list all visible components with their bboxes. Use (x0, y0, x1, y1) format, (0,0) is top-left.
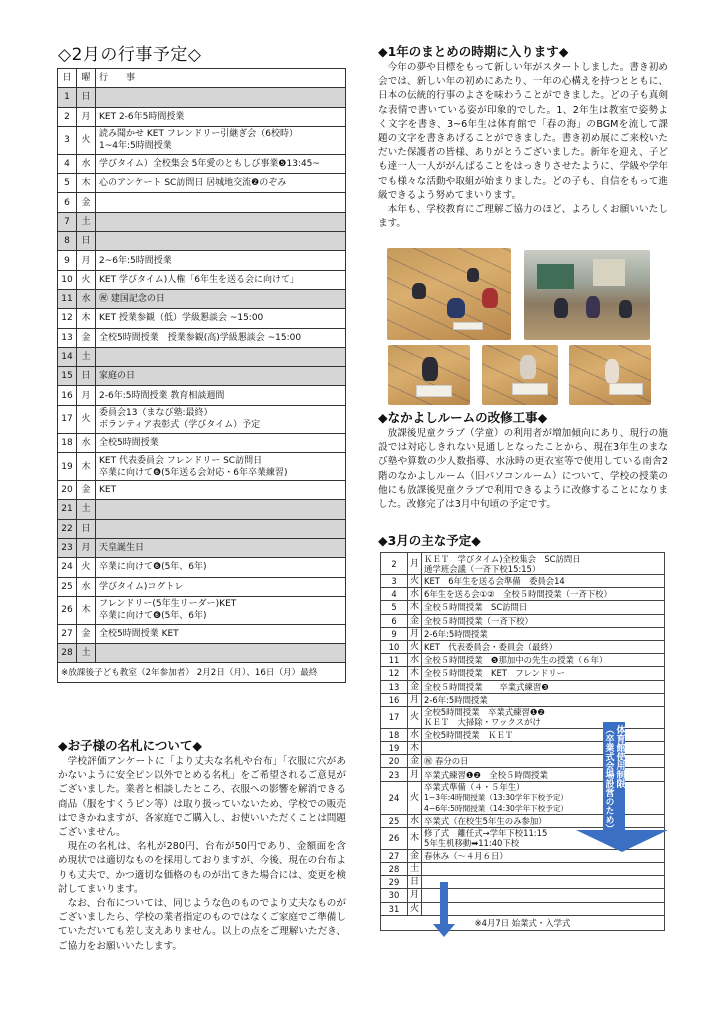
weekday-cell: 水 (77, 154, 96, 173)
day-cell: 14 (58, 347, 77, 366)
weekday-cell: 木 (77, 174, 96, 193)
day-cell: 20 (381, 755, 408, 768)
day-cell: 6 (58, 193, 77, 212)
weekday-cell: 土 (77, 644, 96, 663)
day-cell: 13 (58, 328, 77, 347)
header-weekday: 曜 (77, 69, 96, 88)
event-cell (422, 553, 665, 575)
day-cell: 2 (381, 553, 408, 575)
year-end-paragraph-2: 本年も、学校教育にご理解ご協力のほど、よろしくお願いいたします。 (378, 204, 668, 230)
weekday-cell: 金 (408, 680, 422, 693)
nameplate-paragraph-1: 学校評価アンケートに「より丈夫な名札や台布」「衣服に穴があかないように安全ピン以外でとめる名札」をご希望されるご意見がございました。業者と相談したところ、衣服への影響を解消できる商品（服をすくうピン等）は取り扱っていないため、学校での販売はできかねますが、各家庭でご購入し、お使いいただくことは問題ございません。 (58, 756, 346, 839)
weekday-cell: 木 (408, 667, 422, 680)
weekday-cell: 水 (77, 577, 96, 596)
event-cell (422, 889, 665, 902)
event-cell (96, 347, 346, 366)
day-cell: 30 (381, 889, 408, 902)
table-row (381, 876, 665, 889)
weekday-cell: 木 (77, 453, 96, 481)
event-cell (422, 680, 665, 693)
event-text: 2-6年:5時間授業 教育相談週間 (99, 390, 225, 401)
event-cell (96, 193, 346, 212)
event-cell (96, 644, 346, 663)
event-text: KET 2-6年5時間授業 (99, 111, 185, 122)
weekday-cell: 金 (77, 481, 96, 500)
day-cell: 15 (58, 367, 77, 386)
table-row (58, 309, 346, 328)
table-row (58, 289, 346, 308)
event-line: 全校５時間授業 KET フレンドリー (424, 668, 565, 679)
weekday-cell: 火 (77, 126, 96, 154)
table-row (58, 538, 346, 557)
event-cell (96, 577, 346, 596)
weekday-cell: 金 (77, 193, 96, 212)
weekday-cell: 火 (77, 558, 96, 577)
table-row (58, 386, 346, 405)
event-text-2: ボランティア表彰式（学びタイム）予定 (99, 420, 261, 431)
day-cell: 26 (381, 827, 408, 849)
weekday-cell: 月 (408, 693, 422, 706)
day-cell: 5 (58, 174, 77, 193)
event-cell (422, 654, 665, 667)
day-cell: 9 (381, 627, 408, 640)
weekday-cell: 金 (77, 624, 96, 643)
banner-line-2: （卒業式会場設営のため） (603, 725, 614, 833)
day-cell: 18 (58, 433, 77, 452)
day-cell: 20 (58, 481, 77, 500)
event-line: 全校５時間授業 ❺那加中の先生の授業（６年） (424, 655, 608, 666)
table-row (381, 902, 665, 915)
event-line: ＫＥＴ 大掃除・ワックスがけ (424, 717, 541, 728)
event-line: ＫＥＴ 学びタイム)全校集会 SC訪問日 (424, 553, 581, 564)
event-cell (96, 538, 346, 557)
spring-break-arrow-icon (440, 882, 448, 926)
nakayoshi-title: ◆なかよしルームの改修工事◆ (378, 410, 548, 425)
event-line: 5年生机移動➡11:40下校 (424, 838, 520, 849)
weekday-cell: 金 (408, 614, 422, 627)
event-text-2: 卒業に向けて❻(5年、6年) (99, 611, 207, 622)
table-row (381, 640, 665, 653)
weekday-cell: 水 (408, 588, 422, 601)
day-cell: 2 (58, 107, 77, 126)
event-text: 委員会13（まなび塾:最終） (99, 408, 213, 419)
gym-restriction-arrow-icon (576, 830, 668, 852)
weekday-cell: 月 (77, 538, 96, 557)
event-cell (96, 433, 346, 452)
day-cell: 19 (381, 742, 408, 755)
weekday-cell: 月 (77, 251, 96, 270)
event-text: 全校5時間授業 KET (99, 628, 179, 639)
event-line: ㊗ 春分の日 (424, 756, 469, 767)
day-cell: 23 (381, 768, 408, 781)
event-cell (96, 174, 346, 193)
weekday-cell: 金 (408, 755, 422, 768)
event-cell (96, 232, 346, 251)
weekday-cell: 日 (77, 232, 96, 251)
weekday-cell: 土 (77, 500, 96, 519)
event-text: 全校5時間授業 (99, 437, 159, 448)
day-cell: 3 (381, 575, 408, 588)
weekday-cell: 火 (77, 405, 96, 433)
table-row (381, 601, 665, 614)
event-cell (96, 500, 346, 519)
day-cell: 26 (58, 596, 77, 624)
day-cell: 24 (58, 558, 77, 577)
event-cell (422, 755, 665, 768)
table-row (58, 270, 346, 289)
event-line: 卒業式（在校生5年生のみ参加） (424, 815, 547, 826)
header-day: 日 (58, 69, 77, 88)
table-row (58, 347, 346, 366)
weekday-cell: 火 (408, 781, 422, 814)
event-line: KET 代表委員会・委員会（最終） (424, 642, 558, 653)
day-cell: 10 (381, 640, 408, 653)
event-text: KET 代表委員会 フレンドリー SC訪問日 (99, 455, 263, 466)
weekday-cell: 水 (408, 814, 422, 827)
day-cell: 6 (381, 614, 408, 627)
weekday-cell: 水 (77, 433, 96, 452)
table-row (381, 614, 665, 627)
event-cell (422, 601, 665, 614)
event-cell (422, 588, 665, 601)
weekday-cell: 月 (408, 553, 422, 575)
photo-classroom-calligraphy (524, 250, 650, 340)
weekday-cell: 木 (77, 596, 96, 624)
table-row (58, 500, 346, 519)
event-cell (96, 88, 346, 107)
day-cell: 16 (58, 386, 77, 405)
event-cell (96, 107, 346, 126)
day-cell: 24 (381, 781, 408, 814)
event-text: 全校5時間授業 授業参観(高)学級懇談会 ~15:00 (99, 332, 302, 343)
table-row (381, 553, 665, 575)
event-line: 全校5時間授業 卒業式練習❶❷ (424, 707, 545, 718)
event-cell (96, 309, 346, 328)
table-row (58, 519, 346, 538)
weekday-cell: 木 (408, 742, 422, 755)
table-row (58, 107, 346, 126)
event-line: 全校５時間授業 SC訪問日 (424, 602, 528, 613)
day-cell: 12 (58, 309, 77, 328)
event-cell (422, 742, 665, 755)
event-line: 2-6年:5時間授業 (424, 694, 488, 705)
event-cell (422, 768, 665, 781)
event-cell (422, 876, 665, 889)
table-row (58, 644, 346, 663)
weekday-cell: 日 (77, 519, 96, 538)
event-cell (422, 627, 665, 640)
event-cell (96, 154, 346, 173)
table-row (58, 405, 346, 433)
event-line: 4~6年:5時間授業（14:30学年下校予定） (424, 803, 569, 813)
event-line: 6年生を送る会①② 全校５時間授業（一斉下校） (424, 589, 612, 600)
weekday-cell: 水 (408, 654, 422, 667)
event-line: 卒業式準備（４・５年生） (424, 781, 525, 792)
weekday-cell: 月 (77, 107, 96, 126)
photo-gym-calligraphy-3 (569, 345, 651, 405)
event-cell (96, 453, 346, 481)
event-text-2: 卒業に向けて❻(5年送る会対応・6年卒業練習) (99, 467, 288, 478)
photo-gym-calligraphy-2 (482, 345, 558, 405)
day-cell: 8 (58, 232, 77, 251)
day-cell: 11 (381, 654, 408, 667)
weekday-cell: 土 (77, 347, 96, 366)
gym-restriction-banner (603, 722, 625, 833)
day-cell: 5 (381, 601, 408, 614)
event-cell (96, 405, 346, 433)
day-cell: 18 (381, 728, 408, 741)
nameplate-paragraph-3: なお、台布については、同じような色のものでより丈夫なものがございましたら、学校の業者指定のものではなくご家庭でご準備していただいても差し支えありません。以上の点をご理解いただき、ご協力をお願いいたします。 (58, 898, 347, 952)
day-cell: 28 (381, 863, 408, 876)
event-text: フレンドリー(5年生リーダー)KET (99, 599, 237, 610)
event-text: 心のアンケート SC訪問日 居城地交流❷のぞみ (99, 178, 287, 189)
event-cell (96, 289, 346, 308)
weekday-cell: 火 (408, 640, 422, 653)
day-cell: 10 (58, 270, 77, 289)
table-header-row (58, 69, 346, 88)
nakayoshi-body (378, 427, 668, 512)
event-cell (96, 596, 346, 624)
event-cell (96, 328, 346, 347)
event-cell (422, 667, 665, 680)
table-row (381, 889, 665, 902)
event-cell (422, 814, 665, 827)
year-end-paragraph-1: 今年の夢や目標をもって新しい年がスタートしました。書き初め会では、新しい年の初めにあたり、一年の心構えを持つとともに、日本の伝統的行事のよさを味わうことができました。どの子も真剣な表情で書いている姿が印象的でした。1、2年生は教室で姿勢よく文字を書き、3~6年生は体育館で「春の海」のBGMを流して課題の文字を書きあげることができました。書き初め展にご来校いただいた保護者の皆様、ありがとうございました。新年を迎え、子ども達一人一人ががんばることをはっきりさせたように、学級や学年でも様々な活動や取組が始まりました。どの子も、自信をもって進級できるよう努めてまいります。 (378, 62, 668, 201)
event-cell (96, 386, 346, 405)
event-cell (96, 624, 346, 643)
table-row (381, 627, 665, 640)
table-row (58, 433, 346, 452)
day-cell: 12 (381, 667, 408, 680)
header-event: 行 事 (96, 69, 346, 88)
event-cell (96, 558, 346, 577)
event-cell (96, 251, 346, 270)
spring-break-arrowhead-icon (433, 924, 455, 937)
weekday-cell: 火 (408, 902, 422, 915)
table-row (381, 654, 665, 667)
event-line: 1~3年:4時間授業（13:30学年下校予定） (424, 792, 569, 802)
event-text: ㊗ 建国記念の日 (99, 294, 165, 305)
event-text: 2~6年:5時間授業 (99, 255, 172, 266)
banner-line-1: 体育館使用制限 (614, 725, 625, 788)
event-cell (422, 863, 665, 876)
event-line: 全校５時間授業 卒業式練習❸ (424, 681, 549, 692)
event-text: KET 授業参観（低）学級懇談会 ~15:00 (99, 313, 264, 324)
day-cell: 17 (381, 706, 408, 728)
february-schedule-table (57, 68, 346, 683)
footnote-row (58, 663, 346, 682)
table-row (381, 693, 665, 706)
day-cell: 22 (58, 519, 77, 538)
table-row (58, 558, 346, 577)
day-cell: 25 (58, 577, 77, 596)
day-cell: 4 (58, 154, 77, 173)
table-row (381, 863, 665, 876)
weekday-cell: 日 (408, 876, 422, 889)
day-cell: 4 (381, 588, 408, 601)
day-cell: 27 (58, 624, 77, 643)
weekday-cell: 木 (77, 309, 96, 328)
year-end-body (378, 61, 668, 231)
day-cell: 1 (58, 88, 77, 107)
event-cell (96, 270, 346, 289)
weekday-cell: 木 (408, 827, 422, 849)
table-row (58, 251, 346, 270)
event-cell (422, 614, 665, 627)
event-text: 読み聞かせ KET フレンドリー引継ぎ会（6校時） (99, 129, 298, 140)
table-row (381, 575, 665, 588)
day-cell: 28 (58, 644, 77, 663)
event-line: 2-6年:5時間授業 (424, 628, 488, 639)
march-schedule-title: ◆3月の主な予定◆ (378, 533, 481, 548)
year-end-title: ◆1年のまとめの時期に入ります◆ (378, 44, 569, 59)
day-cell: 21 (58, 500, 77, 519)
table-row (58, 596, 346, 624)
event-cell (422, 693, 665, 706)
table-row (58, 212, 346, 231)
nakayoshi-paragraph-1: 放課後児童クラブ（学童）の利用者が増加傾向にあり、現行の施設では対応しきれない見通しとなったことから、現在3年生のまなび塾や算数の少人数指導、水泳時の更衣室等で使用している南舎2階のなかよしルーム（旧パソコンルーム）について、学校の授業の他にも放課後児童クラブで利用できるように改修することになりました。改修完了は3月中旬頃の予定です。 (378, 428, 668, 511)
day-cell: 23 (58, 538, 77, 557)
footnote: ※放課後子ども教室（2年参加者） 2月2日（月）、16日（月）最終 (58, 663, 346, 682)
nameplate-title: ◆お子様の名札について◆ (58, 738, 202, 753)
event-text: 学びタイム）全校集会 5年愛のともしび事業❺13:45~ (99, 159, 320, 170)
weekday-cell: 火 (408, 706, 422, 728)
event-cell (96, 367, 346, 386)
weekday-cell: 月 (77, 386, 96, 405)
table-row (58, 481, 346, 500)
table-row (58, 624, 346, 643)
footnote: ※4月7日 始業式・入学式 (381, 915, 665, 930)
weekday-cell: 日 (77, 88, 96, 107)
event-line: 全校５時間授業（一斉下校） (424, 615, 533, 626)
table-row (58, 88, 346, 107)
table-row (58, 232, 346, 251)
event-cell (422, 706, 665, 728)
table-row (381, 588, 665, 601)
weekday-cell: 土 (77, 212, 96, 231)
event-text: KET (99, 485, 117, 496)
day-cell: 25 (381, 814, 408, 827)
day-cell: 13 (381, 680, 408, 693)
nameplate-paragraph-2: 現在の名札は、名札が280円、台布が50円であり、金額面を含め現状では適切なものを採用しておりますが、今後、現在の台布よりも丈夫で、かつ適切な価格のものが出てきた場合には、変更を検討してまいります。 (58, 841, 346, 895)
day-cell: 7 (58, 212, 77, 231)
day-cell: 29 (381, 876, 408, 889)
weekday-cell: 月 (408, 627, 422, 640)
table-row (58, 577, 346, 596)
table-row (381, 667, 665, 680)
event-line: KET 6年生を送る会準備 委員会14 (424, 576, 565, 587)
footnote-row (381, 915, 665, 930)
weekday-cell: 土 (408, 863, 422, 876)
nameplate-body (58, 755, 346, 954)
february-schedule-title: ◇2月の行事予定◇ (58, 45, 202, 65)
table-row (58, 174, 346, 193)
table-row (381, 680, 665, 693)
event-cell (422, 728, 665, 741)
weekday-cell: 金 (77, 328, 96, 347)
event-cell (422, 781, 665, 814)
day-cell: 17 (58, 405, 77, 433)
day-cell: 3 (58, 126, 77, 154)
day-cell: 31 (381, 902, 408, 915)
weekday-cell: 月 (408, 768, 422, 781)
event-text: 学びタイム)コグトレ (99, 581, 184, 592)
weekday-cell: 水 (408, 728, 422, 741)
event-line: 卒業式練習❶❷ 全校５時間授業 (424, 769, 548, 780)
event-line: 春休み（～４月６日） (424, 850, 508, 861)
day-cell: 27 (381, 849, 408, 862)
event-text-2: 1~4年:5時間授業 (99, 141, 172, 152)
photo-gym-calligraphy-1 (388, 345, 470, 405)
weekday-cell: 月 (408, 889, 422, 902)
table-row (58, 193, 346, 212)
day-cell: 11 (58, 289, 77, 308)
weekday-cell: 金 (408, 849, 422, 862)
event-cell (422, 902, 665, 915)
photo-gym-calligraphy-wide (387, 248, 511, 340)
event-text: 卒業に向けて❻(5年、6年) (99, 562, 207, 573)
event-cell (96, 212, 346, 231)
event-line: 通学班会議（一斉下校15:15） (424, 563, 541, 574)
table-row (58, 453, 346, 481)
event-cell (422, 640, 665, 653)
event-cell (96, 481, 346, 500)
day-cell: 9 (58, 251, 77, 270)
event-text: KET 学びタイム)人権「6年生を送る会に向けて」 (99, 274, 300, 285)
event-cell (96, 519, 346, 538)
event-line: 修了式 離任式→学年下校11:15 (424, 828, 548, 839)
table-row (58, 328, 346, 347)
table-row (58, 367, 346, 386)
weekday-cell: 日 (77, 367, 96, 386)
event-line: 全校5時間授業 ＫＥＴ (424, 729, 514, 740)
weekday-cell: 火 (408, 575, 422, 588)
weekday-cell: 火 (77, 270, 96, 289)
table-row (58, 126, 346, 154)
day-cell: 19 (58, 453, 77, 481)
event-text: 天皇誕生日 (99, 543, 145, 554)
weekday-cell: 木 (408, 601, 422, 614)
event-text: 家庭の日 (99, 371, 136, 382)
event-cell (422, 575, 665, 588)
weekday-cell: 水 (77, 289, 96, 308)
event-cell (96, 126, 346, 154)
table-row (58, 154, 346, 173)
day-cell: 16 (381, 693, 408, 706)
